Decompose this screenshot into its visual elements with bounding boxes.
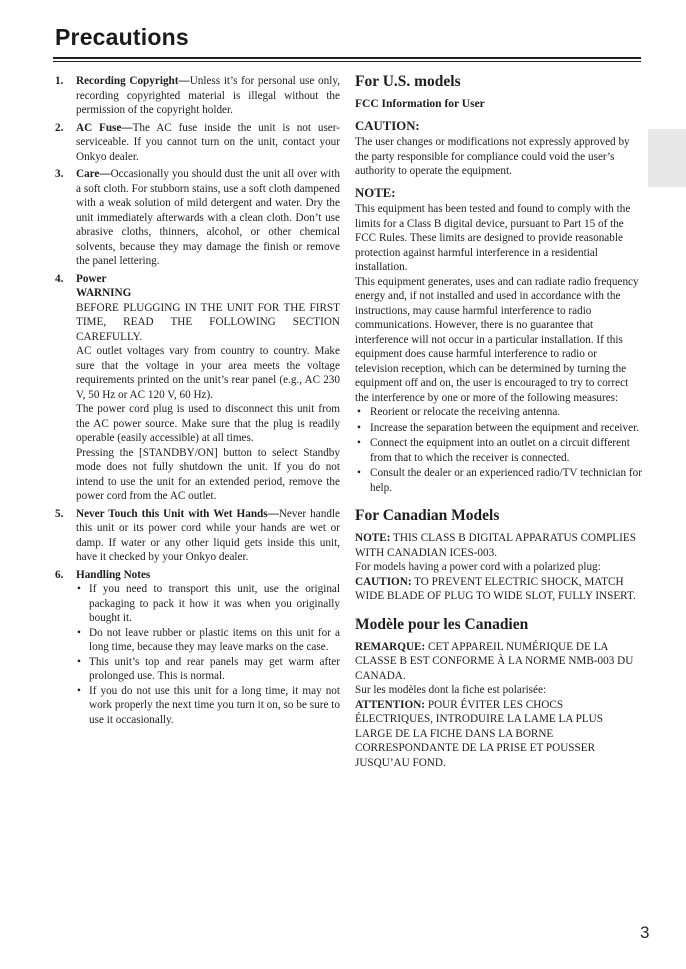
- heading-canadian-models: For Canadian Models: [355, 507, 500, 524]
- page-title: Precautions: [55, 24, 189, 50]
- bullet-text: Consult the dealer or an experienced radio/TV technician for help.: [370, 467, 642, 494]
- bullet-text: Connect the equipment into an outlet on a circuit different from that to which the receiver is connected.: [370, 437, 630, 464]
- canadian-polarized-line: For models having a power cord with a polarized plug:: [355, 561, 601, 573]
- warning-label: WARNING: [76, 287, 132, 299]
- handling-title: Handling Notes: [76, 568, 151, 581]
- canadian-caution: [355, 575, 642, 604]
- note-label: NOTE:: [355, 185, 396, 200]
- item-body: The AC fuse inside the unit is not user-serviceable. If you cannot turn on the unit, contact your Onkyo dealer.: [76, 121, 340, 163]
- list-item-power: [55, 272, 340, 504]
- bullet-icon: •: [77, 684, 81, 697]
- bullet-icon: •: [357, 406, 361, 418]
- bullet-text: Do not leave rubber or plastic items on this unit for a long time, because they may leave marks on the case.: [89, 626, 340, 653]
- remarque-text: CET APPAREIL NUMÉRIQUE DE LA CLASSE B EST CONFORME À LA NORME NMB-003 DU CANADA.: [355, 640, 634, 682]
- power-paragraph: Pressing the [STANDBY/ON] button to select Standby mode does not fully shutdown the unit. If you do not intend to use the unit for an extended period, remove the power cord from the AC outlet.: [76, 446, 340, 502]
- bullet-text: If you do not use this unit for a long time, it may not work properly the next time you turn it on, so be sure to use it occasionally.: [89, 684, 340, 726]
- bullet-text: Increase the separation between the equipment and receiver.: [370, 421, 639, 434]
- fcc-measure-bullet: [355, 436, 642, 465]
- power-title: Power: [76, 272, 107, 285]
- handling-bullet: [76, 684, 340, 728]
- section-index-tab: [648, 129, 686, 187]
- power-paragraph: AC outlet voltages vary from country to country. Make sure that the voltage in your area meets the voltage requirements printed on the unit’s rear panel (e.g., AC 230 V, 50 Hz or AC 120 V, 60 Hz).: [76, 345, 340, 401]
- fcc-measure-bullet: [355, 405, 642, 420]
- handling-bullet: [76, 582, 340, 626]
- page-number: 3: [640, 923, 650, 942]
- attention: [355, 698, 642, 771]
- item-number: 2.: [55, 121, 64, 134]
- item-lead: Recording Copyright—: [76, 75, 190, 87]
- list-item-care: [55, 167, 340, 269]
- bullet-text: Reorient or relocate the receiving antenna.: [370, 406, 561, 418]
- fcc-measure-bullet: [355, 421, 642, 436]
- heading-fcc-info: FCC Information for User: [355, 98, 485, 110]
- heading-us-models: For U.S. models: [355, 73, 461, 90]
- bullet-icon: •: [77, 655, 81, 668]
- bullet-icon: •: [357, 467, 361, 479]
- list-item-handling-notes: [55, 568, 340, 728]
- bullet-icon: •: [357, 421, 361, 434]
- item-number: 3.: [55, 168, 64, 180]
- item-lead: AC Fuse—: [76, 121, 133, 134]
- item-lead: Never Touch this Unit with Wet Hands—: [76, 507, 279, 520]
- caution-label: CAUTION:: [355, 118, 420, 133]
- caution-label: CAUTION:: [355, 575, 412, 588]
- right-column: [355, 72, 642, 770]
- item-number: 1.: [55, 75, 64, 87]
- note-paragraph: This equipment generates, uses and can radiate radio frequency energy and, if not installed and used in accordance with the instructions, may cause harmful interference to radio communications. However, there is no guarantee that interference will not occur in a particular installation. If this equipment does cause harmful interference to radio or television reception, which can be determined by turning the equipment off and on, the user is encouraged to try to correct the interference by one or more of the following measures:: [355, 275, 639, 404]
- attention-label: ATTENTION:: [355, 698, 426, 711]
- caution-text: TO PREVENT ELECTRIC SHOCK, MATCH WIDE BLADE OF PLUG TO WIDE SLOT, FULLY INSERT.: [355, 575, 636, 602]
- attention-text: POUR ÉVITER LES CHOCS ÉLECTRIQUES, INTRODUIRE LA LAME LA PLUS LARGE DE LA FICHE DANS LA BORNE CORRESPONDANTE DE LA PRISE ET POUSSER JUSQU’AU FOND.: [355, 698, 603, 769]
- item-body: Unless it’s for personal use only, recording copyrighted material is illegal without the permission of the copyright holder.: [76, 75, 340, 116]
- bullet-icon: •: [77, 626, 81, 639]
- french-polarized-line: Sur les modèles dont la fiche est polarisée:: [355, 684, 547, 696]
- bullet-text: This unit’s top and rear panels may get warm after prolonged use. This is normal.: [89, 655, 340, 682]
- item-lead: Care—: [76, 168, 111, 180]
- note-paragraph: This equipment has been tested and found to comply with the limits for a Class B digital device, pursuant to Part 15 of the FCC Rules. These limits are designed to provide reasonable protection against harmful interference in a residential installation.: [355, 203, 631, 273]
- list-item-wet-hands: [55, 507, 340, 565]
- bullet-icon: •: [357, 437, 361, 449]
- handling-bullet: [76, 655, 340, 684]
- remarque-label: REMARQUE:: [355, 640, 426, 653]
- handling-bullet: [76, 626, 340, 655]
- title-double-rule: [53, 57, 641, 62]
- item-body: Occasionally you should dust the unit all over with a soft cloth. For stubborn stains, use a soft cloth dampened with a weak solution of mild detergent and water. Dry the unit immediately afterwards with a clean cloth. Don’t use abrasive cloths, thinners, alcohol, or other chemical solvents, because they may damage the finish or remove the panel lettering.: [76, 168, 340, 267]
- note-text: THIS CLASS B DIGITAL APPARATUS COMPLIES WITH CANADIAN ICES-003.: [355, 532, 636, 559]
- list-item-ac-fuse: [55, 121, 340, 165]
- list-item-recording-copyright: [55, 74, 340, 118]
- item-number: 6.: [55, 568, 64, 581]
- heading-canadian-french: Modèle pour les Canadien: [355, 615, 529, 633]
- remarque: [355, 640, 642, 684]
- canadian-note: [355, 531, 642, 560]
- caution-text: The user changes or modifications not expressly approved by the party responsible for compliance could void the user’s authority to operate the equipment.: [355, 136, 630, 177]
- item-body: Never handle this unit or its power cord while your hands are wet or damp. If water or any other liquid gets inside this unit, have it checked by your Onkyo dealer.: [76, 507, 340, 563]
- bullet-icon: •: [77, 583, 81, 595]
- warning-text: BEFORE PLUGGING IN THE UNIT FOR THE FIRST TIME, READ THE FOLLOWING SECTION CAREFULLY.: [76, 301, 340, 343]
- fcc-measure-bullet: [355, 466, 642, 495]
- power-paragraph: The power cord plug is used to disconnect this unit from the AC power source. Make sure that the plug is readily operable (easily accessible) at all times.: [76, 403, 340, 444]
- left-column: [55, 74, 340, 730]
- bullet-text: If you need to transport this unit, use the original packaging to pack it how it was when you originally bought it.: [89, 583, 340, 624]
- item-number: 5.: [55, 507, 64, 520]
- item-number: 4.: [55, 272, 64, 285]
- note-label: NOTE:: [355, 532, 391, 544]
